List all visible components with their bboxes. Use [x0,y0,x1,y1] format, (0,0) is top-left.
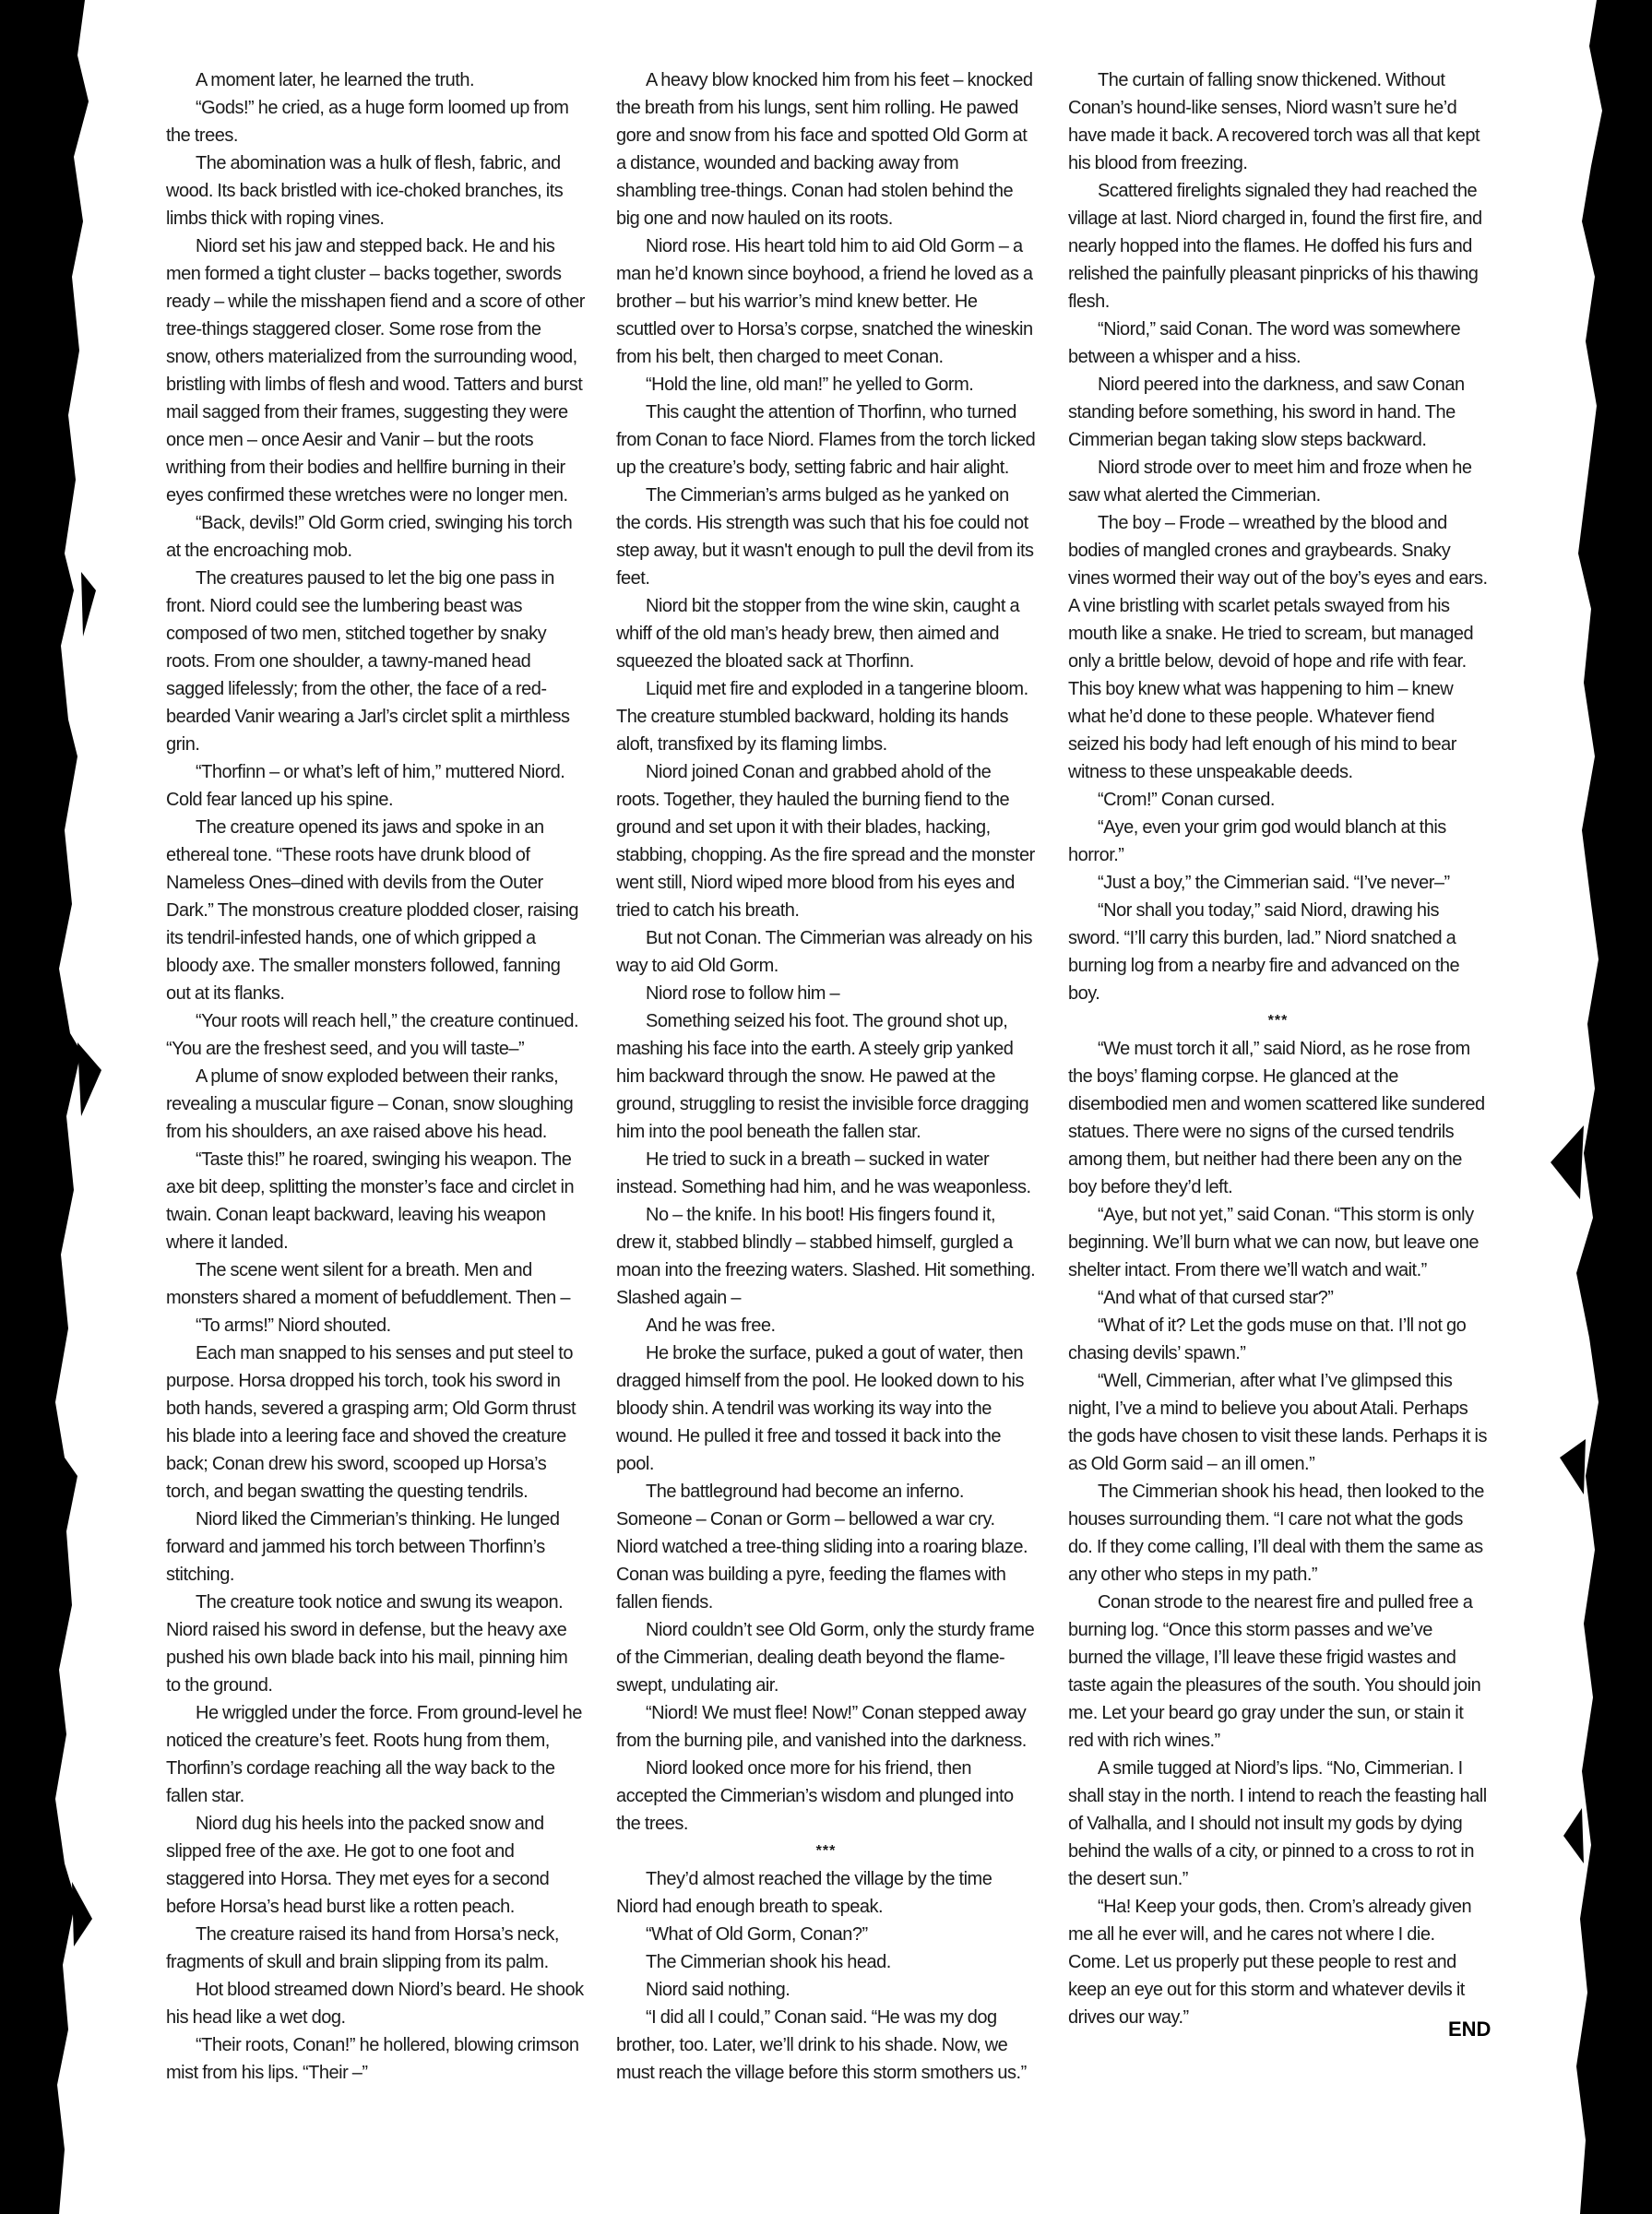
paragraph: Conan strode to the nearest fire and pulled free a burning log. “Once this storm passes and we’ve burned the village, I’ll leave these frigid wastes and taste again the pleasures of the south. You should join me. Let your beard go gray under the sun, or stain it red with rich wines.” [1068,1592,1481,1751]
text-column-2 [616,66,1036,2087]
paragraph: The abomination was a hulk of flesh, fabric, and wood. Its back bristled with ice-choked branches, its limbs thick with roping vines. [166,153,564,229]
paragraph: “What of Old Gorm, Conan?” [646,1924,868,1945]
paragraph: “Ha! Keep your gods, then. Crom’s already given me all he ever will, and he cares not where I die. Come. Let us properly put these people to rest and keep an eye out for this storm and whatever devils it drives our way.” [1068,1897,1472,2028]
paragraph: This caught the attention of Thorfinn, who turned from Conan to face Niord. Flames from the torch licked up the creature’s body, setting fabric and hair alight. [616,402,1036,478]
paragraph: The Cimmerian shook his head, then looked to the houses surrounding them. “I care not what the gods do. If they come calling, I’ll deal with them the same as any other who steps in my path.” [1068,1482,1484,1585]
paragraph: Scattered firelights signaled they had reached the village at last. Niord charged in, found the first fire, and nearly hopped into the flames. He doffed his furs and relished the painfully pleasant pinpricks of his thawing flesh. [1068,181,1482,312]
paragraph: “Well, Cimmerian, after what I’ve glimpsed this night, I’ve a mind to believe you about Atali. Perhaps the gods have chosen to visit these lands. Perhaps it is as Old Gorm said – an ill omen.” [1068,1371,1487,1474]
paragraph: “Nor shall you today,” said Niord, drawing his sword. “I’ll carry this burden, lad.” Niord snatched a burning log from a nearby fire and advanced on the boy. [1068,900,1460,1004]
paragraph: Niord said nothing. [646,1980,790,2000]
paragraph: “Their roots, Conan!” he hollered, blowing crimson mist from his lips. “Their –” [166,2035,579,2083]
paragraph: The Cimmerian shook his head. [646,1952,891,1972]
paragraph: “Hold the line, old man!” he yelled to Gorm. [646,375,974,395]
paragraph: The boy – Frode – wreathed by the blood and bodies of mangled crones and graybeards. Snaky vines wormed their way out of the boy’s eyes and ears. A vine bristling with scarlet petals swayed from his mouth like a snake. He tried to scream, but managed only a brittle below, devoid of hope and rife with fear. This boy knew what was happening to him – knew what he’d done to these people. Whatever fiend seized his body had left enough of his mind to bear witness to these unspeakable deeds. [1068,513,1488,782]
paragraph: Something seized his foot. The ground shot up, mashing his face into the earth. A steely grip yanked him backward through the snow. He pawed at the ground, struggling to resist the invisible force dragging him into the pool beneath the fallen star. [616,1011,1029,1142]
paragraph: Niord set his jaw and stepped back. He and his men formed a tight cluster – backs together, swords ready – while the misshapen fiend and a score of other tree-things staggered closer. Some rose from the snow, others materialized from the surrounding wood, bristling with limbs of flesh and wood. Tatters and burst mail sagged from their frames, suggesting they were once men – once Aesir and Vanir – but the roots writhing from their bodies and hellfire burning in their eyes confirmed these wretches were no longer men. [166,236,585,506]
paragraph: Niord looked once more for his friend, then accepted the Cimmerian’s wisdom and plunged into the trees. [616,1758,1014,1834]
right-ink-border [1495,0,1652,2214]
paragraph: “Niord! We must flee! Now!” Conan stepped away from the burning pile, and vanished into the darkness. [616,1703,1027,1751]
paragraph: “Just a boy,” the Cimmerian said. “I’ve never–” [1098,873,1450,893]
text-column-3 [1068,66,1488,2031]
section-break: *** [1267,1013,1289,1029]
paragraph: Niord rose to follow him – [646,983,840,1004]
paragraph: “Aye, even your grim god would blanch at this horror.” [1068,817,1446,865]
paragraph: Liquid met fire and exploded in a tangerine bloom. The creature stumbled backward, holding its hands aloft, transfixed by its flaming limbs. [616,679,1028,755]
paragraph: He broke the surface, puked a gout of water, then dragged himself from the pool. He looked down to his bloody shin. A tendril was working its way into the wound. He pulled it free and tossed it back into the pool. [616,1343,1024,1474]
paragraph: Niord liked the Cimmerian’s thinking. He lunged forward and jammed his torch between Thorfinn’s stitching. [166,1509,560,1585]
paragraph: And he was free. [646,1315,776,1336]
paragraph: “To arms!” Niord shouted. [196,1315,391,1336]
paragraph: “Gods!” he cried, as a huge form loomed up from the trees. [166,98,569,146]
paragraph: A smile tugged at Niord’s lips. “No, Cimmerian. I shall stay in the north. I intend to reach the feasting hall of Valhalla, and I should not insult my gods by dying behind the walls of a city, or pinned to a cross to rot in the desert sun.” [1068,1758,1487,1889]
paragraph: A moment later, he learned the truth. [196,70,475,90]
paragraph: Hot blood streamed down Niord’s beard. He shook his head like a wet dog. [166,1980,584,2028]
paragraph: The curtain of falling snow thickened. Without Conan’s hound-like senses, Niord wasn’t sure he’d have made it back. A recovered torch was all that kept his blood from freezing. [1068,70,1480,173]
paragraph: Niord strode over to meet him and froze when he saw what alerted the Cimmerian. [1068,458,1472,506]
paragraph: Niord couldn’t see Old Gorm, only the sturdy frame of the Cimmerian, dealing death beyond the flame-swept, undulating air. [616,1620,1035,1696]
paragraph: Each man snapped to his senses and put steel to purpose. Horsa dropped his torch, took his sword in both hands, severed a grasping arm; Old Gorm thrust his blade into a leering face and shoved the creature back; Conan drew his sword, scooped up Horsa’s torch, and began swatting the questing tendrils. [166,1343,576,1502]
paragraph: Niord joined Conan and grabbed ahold of the roots. Together, they hauled the burning fiend to the ground and set upon it with their blades, hacking, stabbing, chopping. As the fire spread and the monster went still, Niord wiped more blood from his eyes and tried to catch his breath. [616,762,1035,921]
paragraph: Niord peered into the darkness, and saw Conan standing before something, his sword in hand. The Cimmerian began taking slow steps backward. [1068,375,1465,450]
left-ink-border [0,0,129,2214]
paragraph: The Cimmerian’s arms bulged as he yanked on the cords. His strength was such that his foe could not step away, but it wasn't enough to pull the devil from its feet. [616,485,1034,589]
paragraph: Niord bit the stopper from the wine skin, caught a whiff of the old man’s heady brew, then aimed and squeezed the bloated sack at Thorfinn. [616,596,1020,672]
paragraph: A plume of snow exploded between their ranks, revealing a muscular figure – Conan, snow sloughing from his shoulders, an axe raised above his head. [166,1066,574,1142]
paragraph: The scene went silent for a breath. Men and monsters shared a moment of befuddlement. Then – [166,1260,570,1308]
paragraph: No – the knife. In his boot! His fingers found it, drew it, stabbed blindly – stabbed himself, gurgled a moan into the freezing waters. Slashed. Hit something. Slashed again – [616,1205,1036,1308]
paragraph: They’d almost reached the village by the time Niord had enough breath to speak. [616,1869,992,1917]
paragraph: The creature raised its hand from Horsa’s neck, fragments of skull and brain slipping from its palm. [166,1924,559,1972]
paragraph: “Aye, but not yet,” said Conan. “This storm is only beginning. We’ll burn what we can now, but leave one shelter intact. From there we’ll watch and wait.” [1068,1205,1479,1280]
paragraph: “I did all I could,” Conan said. “He was my dog brother, too. Later, we’ll drink to his shade. Now, we must reach the village before this storm smothers us.” [616,2007,1027,2083]
paragraph: Niord dug his heels into the packed snow and slipped free of the axe. He got to one foot and staggered into Horsa. They met eyes for a second before Horsa’s head burst like a rotten peach. [166,1814,550,1917]
paragraph: He tried to suck in a breath – sucked in water instead. Something had him, and he was weaponless. [616,1149,1031,1197]
text-column-1 [166,66,586,2087]
paragraph: He wriggled under the force. From ground-level he noticed the creature’s feet. Roots hung from them, Thorfinn’s cordage reaching all the way back to the fallen star. [166,1703,582,1806]
paragraph: “Taste this!” he roared, swinging his weapon. The axe bit deep, splitting the monster’s face and circlet in twain. Conan leapt backward, leaving his weapon where it landed. [166,1149,575,1253]
section-break: *** [815,1843,837,1859]
paragraph: “And what of that cursed star?” [1098,1288,1334,1308]
paragraph: “What of it? Let the gods muse on that. I’ll not go chasing devils’ spawn.” [1068,1315,1467,1363]
paragraph: “Thorfinn – or what’s left of him,” muttered Niord. Cold fear lanced up his spine. [166,762,565,810]
paragraph: “Your roots will reach hell,” the creature continued. “You are the freshest seed, and you will taste–” [166,1011,579,1059]
paragraph: The creature took notice and swung its weapon. Niord raised his sword in defense, but the heavy axe pushed his own blade back into his mail, pinning him to the ground. [166,1592,568,1696]
paragraph: But not Conan. The Cimmerian was already on his way to aid Old Gorm. [616,928,1033,976]
paragraph: “Crom!” Conan cursed. [1098,790,1275,810]
paragraph: The creature opened its jaws and spoke in an ethereal tone. “These roots have drunk blood of Nameless Ones–dined with devils from the Outer Dark.” The monstrous creature plodded closer, raising its tendril-infested hands, one of which gripped a bloody axe. The smaller monsters followed, fanning out at its flanks. [166,817,579,1004]
paragraph: The creatures paused to let the big one pass in front. Niord could see the lumbering beast was composed of two men, stitched together by snaky roots. From one shoulder, a tawny-maned head sagged lifelessly; from the other, the face of a red-bearded Vanir wearing a Jarl’s circlet split a mirthless grin. [166,568,570,755]
paragraph: “Niord,” said Conan. The word was somewhere between a whisper and a hiss. [1068,319,1461,367]
paragraph: “We must torch it all,” said Niord, as he rose from the boys’ flaming corpse. He glanced at the disembodied men and women scattered like sundered statues. There were no signs of the cursed tendrils among them, but neither had there been any on the boy before they’d left. [1068,1039,1485,1197]
paragraph: The battleground had become an inferno. Someone – Conan or Gorm – bellowed a war cry. Niord watched a tree-thing sliding into a roaring blaze. Conan was building a pyre, feeding the flames with fallen fiends. [616,1482,1028,1613]
end-label: END [1448,2018,1492,2041]
paragraph: “Back, devils!” Old Gorm cried, swinging his torch at the encroaching mob. [166,513,573,561]
paragraph: Niord rose. His heart told him to aid Old Gorm – a man he’d known since boyhood, a friend he loved as a brother – but his warrior’s mind knew better. He scuttled over to Horsa’s corpse, snatched the wineskin from his belt, then charged to meet Conan. [616,236,1033,367]
paragraph: A heavy blow knocked him from his feet – knocked the breath from his lungs, sent him rolling. He pawed gore and snow from his face and spotted Old Gorm at a distance, wounded and backing away from shambling tree-things. Conan had stolen behind the big one and now hauled on its roots. [616,70,1033,229]
